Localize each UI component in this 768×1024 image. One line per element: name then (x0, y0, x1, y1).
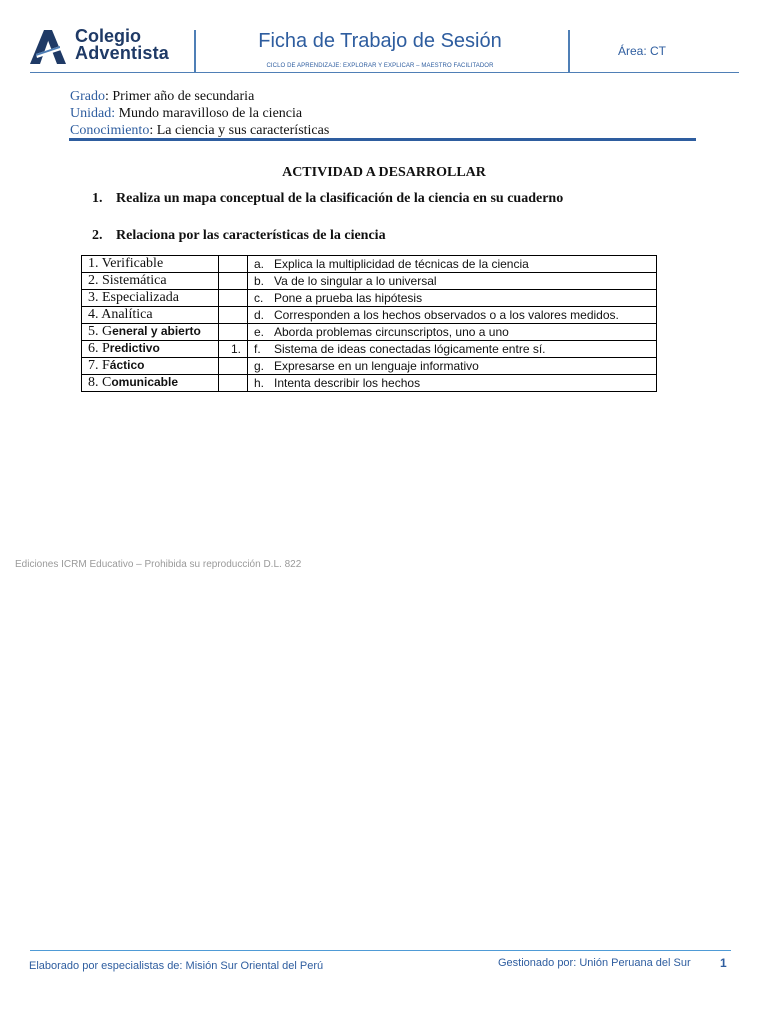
footer-author: Elaborado por especialistas de: Misión Sur Oriental del Perú (29, 960, 324, 972)
footer-manager: Gestionado por: Unión Peruana del Sur (498, 957, 691, 969)
description-cell (248, 290, 657, 307)
unidad-line (70, 105, 329, 122)
characteristic-cell (82, 358, 219, 375)
unidad-label: Unidad: (70, 106, 116, 121)
matching-table (81, 255, 657, 392)
answer-cell[interactable] (219, 273, 248, 290)
description-text: Intenta describir los hechos (274, 376, 421, 390)
answer-cell[interactable] (219, 307, 248, 324)
characteristic-text: 4. Analítica (88, 307, 153, 322)
header-divider-left (194, 30, 196, 72)
unidad-value: Mundo maravilloso de la ciencia (115, 106, 303, 121)
description-letter: e. (254, 325, 265, 339)
description-text: Va de lo singular a lo universal (274, 274, 437, 288)
description-cell (248, 324, 657, 341)
characteristic-text-rest: omunicable (111, 375, 179, 389)
page-subtitle: CICLO DE APRENDIZAJE: EXPLORAR Y EXPLICAR – MAESTRO FACILITADOR (266, 63, 494, 69)
description-letter: c. (254, 291, 264, 305)
page-number: 1 (720, 956, 727, 970)
conocimiento-value: : La ciencia y sus características (149, 123, 330, 138)
description-text: Aborda problemas circunscriptos, uno a uno (274, 325, 509, 339)
meta-rule (69, 138, 696, 141)
school-logo (30, 28, 190, 68)
description-text: Corresponden a los hechos observados o a los valores medidos. (274, 308, 619, 322)
logo-text (75, 28, 169, 62)
page-title: Ficha de Trabajo de Sesión (258, 30, 502, 52)
description-letter: h. (254, 376, 265, 390)
question-1 (92, 191, 563, 207)
table-row (82, 324, 657, 341)
area-label: Área: CT (618, 44, 667, 58)
characteristic-text: 5. G (88, 324, 113, 339)
table-row (82, 375, 657, 392)
description-text: Expresarse en un lenguaje informativo (274, 359, 479, 373)
description-cell (248, 256, 657, 273)
copyright-watermark: Ediciones ICRM Educativo – Prohibida su reproducción D.L. 822 (15, 559, 302, 570)
question-1-text: Realiza un mapa conceptual de la clasificación de la ciencia en su cuaderno (116, 191, 564, 206)
header-divider-right (568, 30, 570, 72)
characteristic-cell (82, 256, 219, 273)
characteristic-cell (82, 307, 219, 324)
characteristic-text-rest: redictivo (109, 341, 160, 355)
question-2-number: 2. (92, 228, 103, 243)
grado-label: Grado (70, 89, 105, 104)
description-cell (248, 273, 657, 290)
description-letter: g. (254, 359, 265, 373)
answer-cell[interactable] (219, 256, 248, 273)
conocimiento-label: Conocimiento (70, 123, 150, 138)
description-text: Sistema de ideas conectadas lógicamente entre sí. (274, 342, 546, 356)
question-2 (92, 228, 386, 244)
answer-cell[interactable] (219, 375, 248, 392)
description-cell (248, 358, 657, 375)
conocimiento-line (70, 122, 329, 139)
table-row (82, 273, 657, 290)
logo-line2: Adventista (75, 43, 170, 63)
characteristic-text: 7. F (88, 358, 110, 373)
header-rule (30, 72, 739, 73)
characteristic-text: 8. C (88, 375, 112, 390)
table-row (82, 290, 657, 307)
table-row (82, 358, 657, 375)
characteristic-cell (82, 324, 219, 341)
description-letter: b. (254, 274, 265, 288)
characteristic-cell (82, 273, 219, 290)
logo-mark-icon (30, 30, 66, 64)
characteristic-text: 6. P (88, 341, 110, 356)
question-2-text: Relaciona por las características de la ciencia (116, 228, 386, 243)
description-letter: f. (254, 342, 261, 356)
session-meta (70, 88, 329, 139)
question-1-number: 1. (92, 191, 103, 206)
table-row (82, 307, 657, 324)
description-letter: d. (254, 308, 265, 322)
grado-value: : Primer año de secundaria (105, 89, 255, 104)
footer-rule (30, 950, 731, 951)
characteristic-cell (82, 290, 219, 307)
answer-cell[interactable]: 1. (219, 341, 248, 358)
logo-line1: Colegio (75, 26, 141, 46)
table-row (82, 341, 657, 358)
characteristic-text: 1. Verificable (88, 256, 164, 271)
characteristic-cell (82, 375, 219, 392)
characteristic-cell (82, 341, 219, 358)
description-letter: a. (254, 257, 265, 271)
characteristic-text: 3. Especializada (88, 290, 179, 305)
description-cell (248, 307, 657, 324)
answer-cell[interactable] (219, 290, 248, 307)
table-row (82, 256, 657, 273)
characteristic-text-rest: áctico (109, 358, 145, 372)
grado-line (70, 88, 329, 105)
characteristic-text: 2. Sistemática (88, 273, 167, 288)
activity-title: ACTIVIDAD A DESARROLLAR (282, 165, 486, 180)
answer-cell[interactable] (219, 358, 248, 375)
description-text: Pone a prueba las hipótesis (274, 291, 423, 305)
description-cell (248, 341, 657, 358)
description-text: Explica la multiplicidad de técnicas de la ciencia (274, 257, 529, 271)
description-cell (248, 375, 657, 392)
answer-cell[interactable] (219, 324, 248, 341)
characteristic-text-rest: eneral y abierto (112, 324, 201, 338)
